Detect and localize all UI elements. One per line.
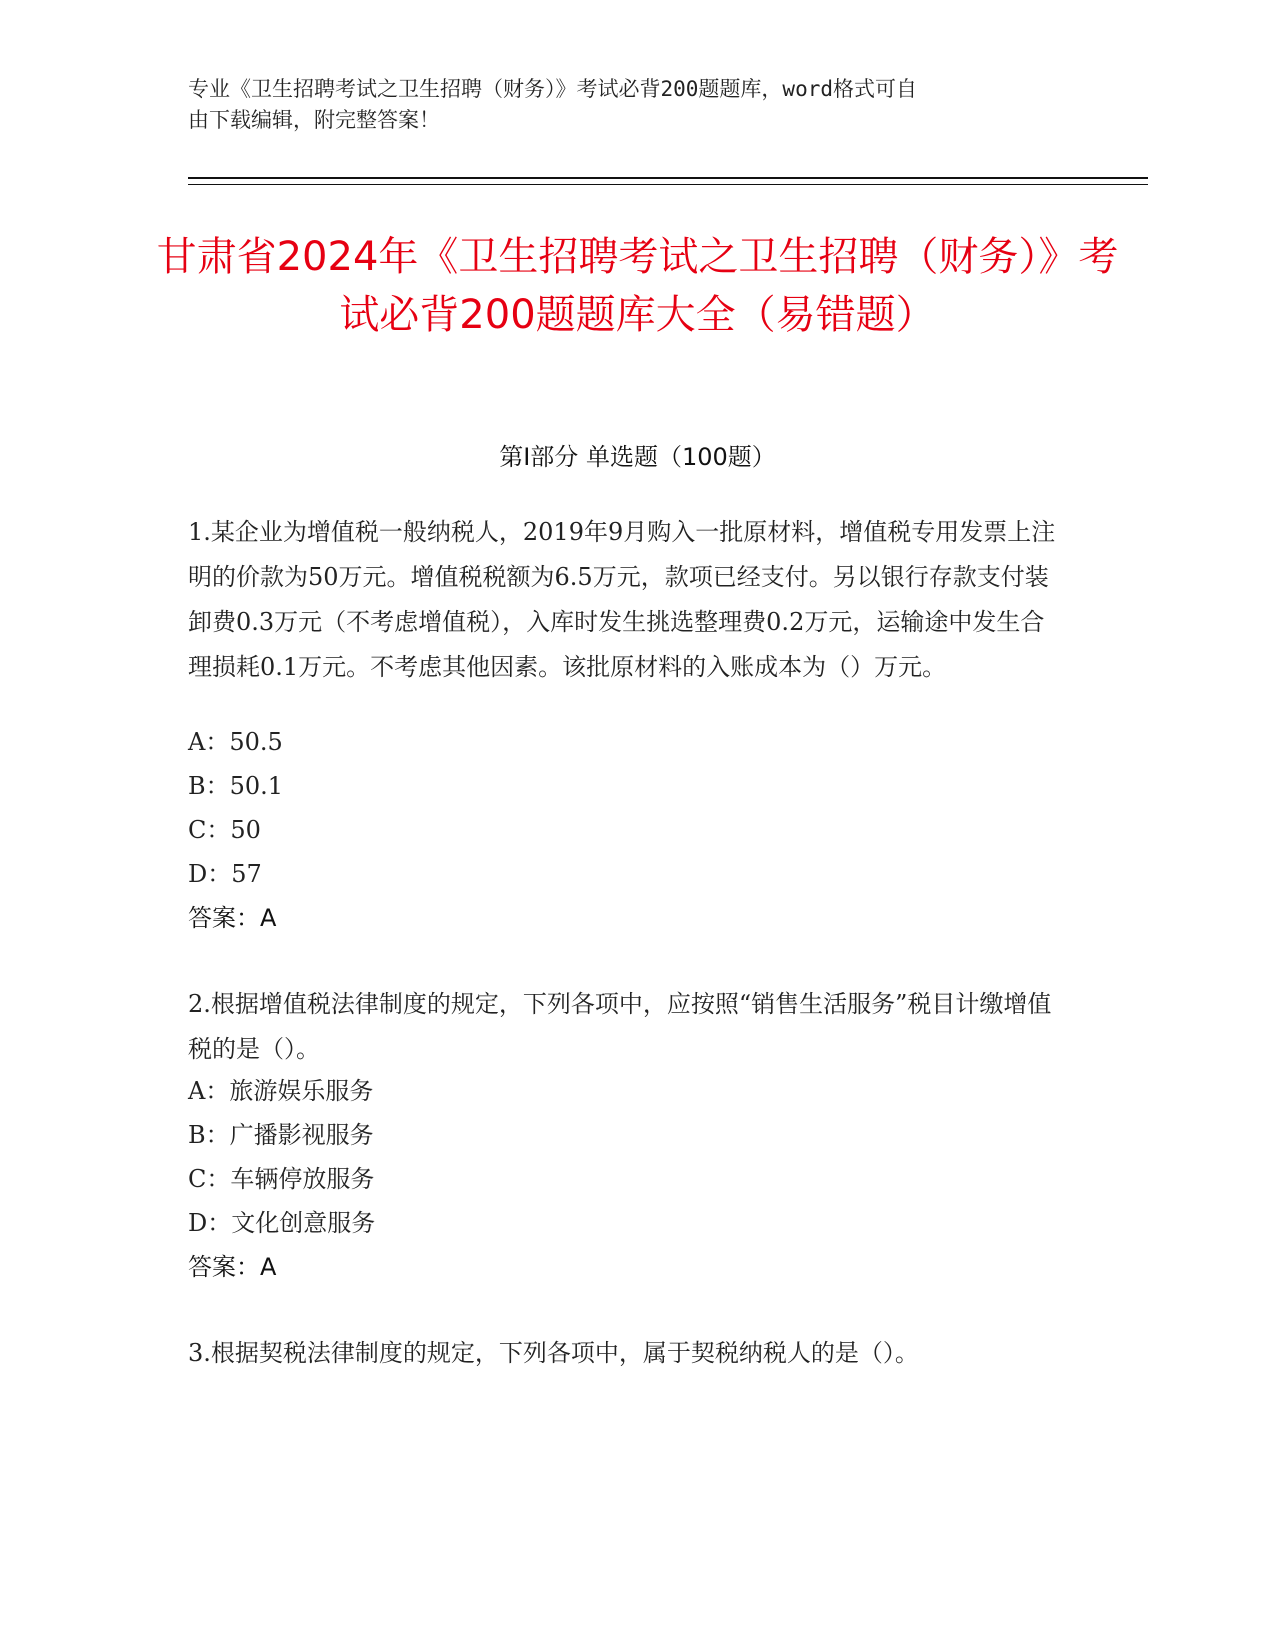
question-2-option-b: B：广播影视服务 — [188, 1121, 374, 1149]
question-2-answer: 答案：A — [188, 1253, 277, 1281]
question-1-option-c: C：50 — [188, 816, 261, 844]
document-intro — [188, 74, 1088, 136]
question-3-text: 3.根据契税法律制度的规定，下列各项中，属于契税纳税人的是（）。 — [188, 1339, 919, 1367]
document-title: 甘肃省2024年《卫生招聘考试之卫生招聘（财务）》考试必背200题题库大全（易错题） — [156, 234, 1119, 338]
question-1-text: 1.某企业为增值税一般纳税人，2019年9月购入一批原材料，增值税专用发票上注明的价款为50万元。增值税税额为6.5万元，款项已经支付。另以银行存款支付装卸费0.3万元（不考虑增值税），入库时发生挑选整理费0.2万元，运输途中发生合理损耗0.1万元。不考虑其他因素。该批原材料的入账成本为（）万元。 — [188, 518, 1056, 681]
question-2-option-d: D：文化创意服务 — [188, 1209, 376, 1237]
intro-line-1: 专业《卫生招聘考试之卫生招聘（财务）》考试必背200题题库，word格式可自 — [188, 77, 917, 101]
intro-line-2: 由下载编辑，附完整答案！ — [188, 108, 440, 132]
header-divider-thin — [188, 184, 1148, 185]
question-1-option-b: B：50.1 — [188, 772, 284, 800]
question-1-option-d: D：57 — [188, 860, 262, 888]
question-2-option-a: A：旅游娱乐服务 — [188, 1077, 374, 1105]
question-2-text: 2.根据增值税法律制度的规定，下列各项中，应按照“销售生活服务”税目计缴增值税的是（）。 — [188, 990, 1052, 1063]
question-1-answer: 答案：A — [188, 904, 277, 932]
section-heading: 第I部分 单选题（100题） — [499, 443, 776, 471]
question-2-option-c: C：车辆停放服务 — [188, 1165, 375, 1193]
question-1-option-a: A：50.5 — [188, 728, 283, 756]
header-divider-thick — [188, 177, 1148, 179]
